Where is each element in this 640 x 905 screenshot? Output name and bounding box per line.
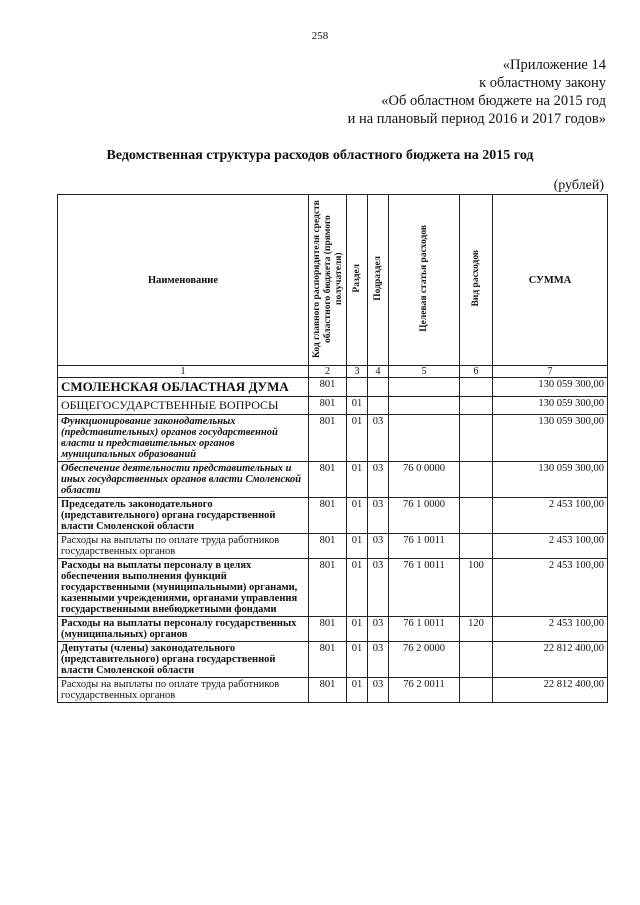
row-code: 801 xyxy=(309,678,347,703)
row-name: СМОЛЕНСКАЯ ОБЛАСТНАЯ ДУМА xyxy=(58,378,309,397)
row-kind xyxy=(460,462,493,498)
table-row xyxy=(58,415,608,462)
header-sum: СУММА xyxy=(493,195,608,366)
row-target: 76 2 0000 xyxy=(389,642,460,678)
row-code: 801 xyxy=(309,534,347,559)
document-title: Ведомственная структура расходов областного бюджета на 2015 год xyxy=(106,148,534,163)
row-code: 801 xyxy=(309,378,347,397)
row-kind xyxy=(460,498,493,534)
row-kind xyxy=(460,415,493,462)
row-section xyxy=(347,378,368,397)
appendix-line: и на плановый период 2016 и 2017 годов» xyxy=(347,111,606,127)
row-subsection: 03 xyxy=(368,678,389,703)
header-section xyxy=(347,195,368,366)
row-subsection xyxy=(368,378,389,397)
header-row xyxy=(58,195,608,366)
header-subsection xyxy=(368,195,389,366)
column-number: 1 xyxy=(58,366,309,378)
budget-table xyxy=(57,194,608,703)
row-name: Расходы на выплаты персоналу в целях обеспечения выполнения функций государственными (муниципальными) органами, казенными учреждениями, органами управления государственными внебюджетными фондами xyxy=(58,559,309,617)
row-subsection: 03 xyxy=(368,559,389,617)
table-row xyxy=(58,534,608,559)
row-code: 801 xyxy=(309,415,347,462)
row-section: 01 xyxy=(347,415,368,462)
row-target: 76 1 0011 xyxy=(389,559,460,617)
row-target xyxy=(389,397,460,415)
row-name: Функционирование законодательных (представительных) органов государственной власти и представительных органов муниципальных образований xyxy=(58,415,309,462)
row-code: 801 xyxy=(309,397,347,415)
column-number: 3 xyxy=(347,366,368,378)
appendix-note xyxy=(348,56,606,128)
row-section: 01 xyxy=(347,678,368,703)
column-number: 6 xyxy=(460,366,493,378)
header-kind-text: Вид расходов xyxy=(470,250,481,307)
row-sum: 130 059 300,00 xyxy=(493,378,608,397)
column-numbers-row xyxy=(58,366,608,378)
row-kind xyxy=(460,378,493,397)
column-number: 5 xyxy=(389,366,460,378)
appendix-line: к областному закону xyxy=(479,75,606,91)
row-target: 76 1 0011 xyxy=(389,617,460,642)
row-code: 801 xyxy=(309,498,347,534)
row-target xyxy=(389,415,460,462)
page-number: 258 xyxy=(311,30,329,42)
row-sum: 130 059 300,00 xyxy=(493,397,608,415)
row-kind xyxy=(460,642,493,678)
row-code: 801 xyxy=(309,462,347,498)
row-sum: 2 453 100,00 xyxy=(493,559,608,617)
row-name: ОБЩЕГОСУДАРСТВЕННЫЕ ВОПРОСЫ xyxy=(58,397,309,415)
row-name: Расходы на выплаты по оплате труда работников государственных органов xyxy=(58,678,309,703)
row-code: 801 xyxy=(309,617,347,642)
row-sum: 22 812 400,00 xyxy=(493,678,608,703)
column-number: 7 xyxy=(493,366,608,378)
row-subsection: 03 xyxy=(368,498,389,534)
header-code-text: Код главного распорядителя средств областного бюджета (прямого получателя) xyxy=(312,199,344,358)
units-label: (рублей) xyxy=(553,178,604,193)
row-name: Обеспечение деятельности представительных и иных государственных органов власти Смоленской области xyxy=(58,462,309,498)
header-subsection-text: Подраздел xyxy=(372,256,383,301)
header-kind xyxy=(460,195,493,366)
row-subsection: 03 xyxy=(368,534,389,559)
row-sum: 2 453 100,00 xyxy=(493,534,608,559)
row-code: 801 xyxy=(309,642,347,678)
row-kind xyxy=(460,534,493,559)
table-row xyxy=(58,617,608,642)
row-section: 01 xyxy=(347,534,368,559)
row-subsection xyxy=(368,397,389,415)
appendix-line: «Об областном бюджете на 2015 год xyxy=(381,93,606,109)
table-row xyxy=(58,378,608,397)
appendix-line: «Приложение 14 xyxy=(502,57,606,73)
row-kind xyxy=(460,397,493,415)
row-name: Расходы на выплаты персоналу государственных (муниципальных) органов xyxy=(58,617,309,642)
row-target xyxy=(389,378,460,397)
row-target: 76 1 0011 xyxy=(389,534,460,559)
table-row xyxy=(58,462,608,498)
row-section: 01 xyxy=(347,397,368,415)
header-code xyxy=(309,195,347,366)
header-name: Наименование xyxy=(58,195,309,366)
row-name: Расходы на выплаты по оплате труда работников государственных органов xyxy=(58,534,309,559)
row-section: 01 xyxy=(347,617,368,642)
column-number: 4 xyxy=(368,366,389,378)
header-target-text: Целевая статья расходов xyxy=(418,225,429,332)
row-target: 76 0 0000 xyxy=(389,462,460,498)
row-section: 01 xyxy=(347,559,368,617)
row-subsection: 03 xyxy=(368,462,389,498)
row-sum: 2 453 100,00 xyxy=(493,617,608,642)
row-name: Депутаты (члены) законодательного (представительного) органа государственной власти Смоленской области xyxy=(58,642,309,678)
row-sum: 130 059 300,00 xyxy=(493,462,608,498)
header-target xyxy=(389,195,460,366)
row-code: 801 xyxy=(309,559,347,617)
table-row xyxy=(58,678,608,703)
table-row xyxy=(58,498,608,534)
row-subsection: 03 xyxy=(368,617,389,642)
row-sum: 2 453 100,00 xyxy=(493,498,608,534)
header-section-text: Раздел xyxy=(351,264,362,293)
table-row xyxy=(58,397,608,415)
row-kind xyxy=(460,678,493,703)
row-subsection: 03 xyxy=(368,415,389,462)
table-row xyxy=(58,559,608,617)
row-kind: 100 xyxy=(460,559,493,617)
row-section: 01 xyxy=(347,462,368,498)
row-target: 76 2 0011 xyxy=(389,678,460,703)
table-row xyxy=(58,642,608,678)
row-sum: 130 059 300,00 xyxy=(493,415,608,462)
row-section: 01 xyxy=(347,498,368,534)
row-subsection: 03 xyxy=(368,642,389,678)
row-target: 76 1 0000 xyxy=(389,498,460,534)
row-kind: 120 xyxy=(460,617,493,642)
column-number: 2 xyxy=(309,366,347,378)
row-sum: 22 812 400,00 xyxy=(493,642,608,678)
row-section: 01 xyxy=(347,642,368,678)
row-name: Председатель законодательного (представительного) органа государственной власти Смоленской области xyxy=(58,498,309,534)
